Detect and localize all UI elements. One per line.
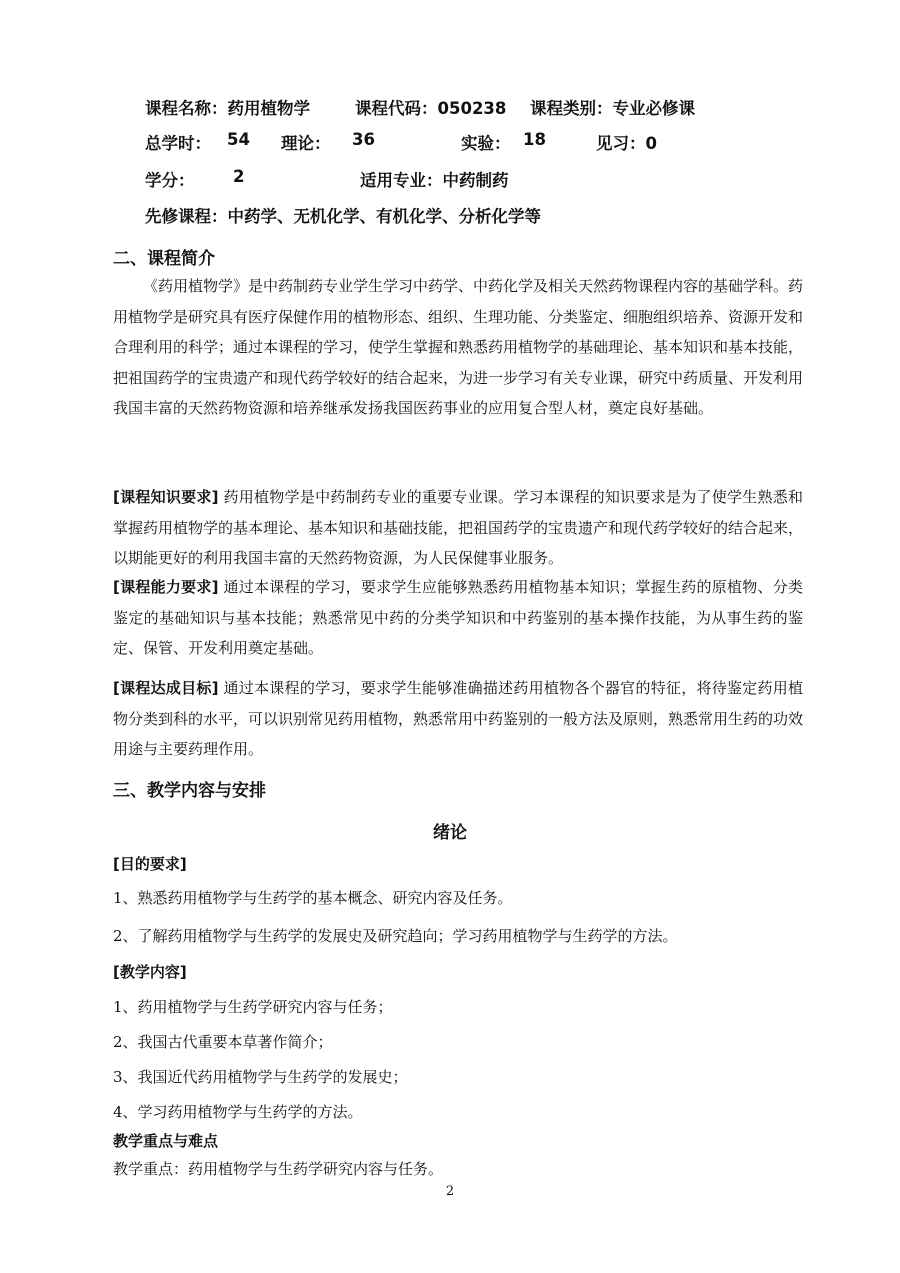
goal-tag: [课程达成目标] — [113, 679, 219, 697]
ability-requirement-paragraph — [113, 572, 803, 664]
objective-item: 2、了解药用植物学与生药学的发展史及研究趋向；学习药用植物学与生药学的方法。 — [113, 927, 678, 945]
practice-hours: 见习：0 — [596, 134, 657, 153]
key-point-text: 教学重点：药用植物学与生药学研究内容与任务。 — [113, 1160, 444, 1178]
knowledge-requirement-text: 药用植物学是中药制药专业的重要专业课。学习本课程的知识要求是为了使学生熟悉和掌握药用植物学的基本理论、基本知识和基础技能，把祖国药学的宝贵遗产和现代药学较好的结合起来，以期能更好的利用我国丰富的天然药物资源，为人民保健事业服务。 — [113, 488, 804, 567]
knowledge-requirement-tag: [课程知识要求] — [113, 488, 219, 506]
chapter-title: 绪论 — [433, 823, 467, 843]
knowledge-requirement-paragraph — [113, 482, 803, 574]
objective-item: 1、熟悉药用植物学与生药学的基本概念、研究内容及任务。 — [113, 889, 513, 907]
lab-hours-label: 实验： — [461, 134, 511, 153]
credit-label: 学分： — [145, 171, 195, 190]
course-type: 课程类别：专业必修课 — [530, 99, 695, 118]
content-item: 1、药用植物学与生药学研究内容与任务； — [113, 998, 393, 1016]
content-item: 4、学习药用植物学与生药学的方法。 — [113, 1103, 363, 1121]
prerequisite-courses: 先修课程：中药学、无机化学、有机化学、分析化学等 — [145, 207, 541, 226]
course-intro-paragraph: 《药用植物学》是中药制药专业学生学习中药学、中药化学及相关天然药物课程内容的基础学科。药用植物学是研究具有医疗保健作用的植物形态、组织、生理功能、分类鉴定、细胞组织培养、资源开发和合理利用的科学；通过本课程的学习，使学生掌握和熟悉药用植物学的基础理论、基本知识和基本技能，把祖国药学的宝贵遗产和现代药学较好的结合起来，为进一步学习有关专业课，研究中药质量、开发利用我国丰富的天然药物资源和培养继承发扬我国医药事业的应用复合型人材，奠定良好基础。 — [113, 277, 804, 417]
content-heading: [教学内容] — [113, 963, 187, 981]
theory-hours-label: 理论： — [281, 134, 331, 153]
objectives-heading: [目的要求] — [113, 855, 187, 873]
course-name: 课程名称：药用植物学 — [145, 99, 310, 118]
total-hours-label: 总学时： — [145, 134, 211, 153]
total-hours-value: 54 — [227, 130, 250, 149]
page-number: 2 — [445, 1184, 455, 1199]
ability-requirement-tag: [课程能力要求] — [113, 578, 219, 596]
ability-requirement-text: 通过本课程的学习，要求学生应能够熟悉药用植物基本知识；掌握生药的原植物、分类鉴定的基础知识与基本技能；熟悉常见中药的分类学知识和中药鉴别的基本操作技能，为从事生药的鉴定、保管、开发利用奠定基础。 — [113, 578, 803, 657]
key-points-heading: 教学重点与难点 — [113, 1132, 219, 1150]
content-item: 3、我国近代药用植物学与生药学的发展史； — [113, 1068, 408, 1086]
applicable-major: 适用专业：中药制药 — [360, 171, 509, 190]
goal-text: 通过本课程的学习，要求学生能够准确描述药用植物各个器官的特征，将待鉴定药用植物分类到科的水平，可以识别常见药用植物，熟悉常用中药鉴别的一般方法及原则，熟悉常用生药的功效用途与主要药理作用。 — [113, 679, 804, 758]
course-code: 课程代码：050238 — [355, 99, 507, 118]
content-item: 2、我国古代重要本草著作简介； — [113, 1033, 333, 1051]
section-heading-teaching: 三、教学内容与安排 — [113, 781, 266, 801]
lab-hours-value: 18 — [523, 130, 546, 149]
goal-paragraph — [113, 673, 803, 765]
credit-value: 2 — [233, 167, 245, 186]
theory-hours-value: 36 — [352, 130, 375, 149]
section-heading-intro: 二、课程简介 — [113, 249, 215, 269]
